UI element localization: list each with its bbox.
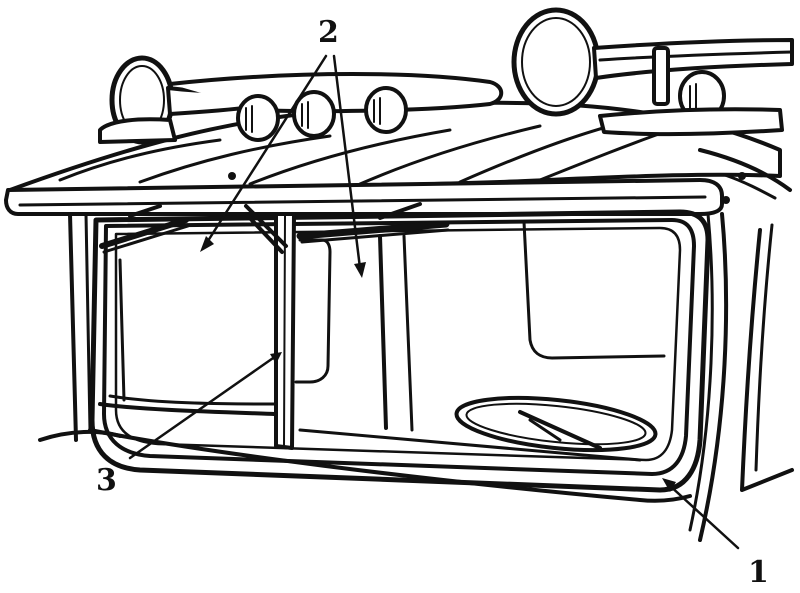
- right-horn-bell-icon: [514, 10, 598, 114]
- rivet-icon: [228, 172, 236, 180]
- callout-label-1: 1: [748, 555, 769, 590]
- callout-label-3: 3: [96, 463, 117, 498]
- marker-lamp-icon: [238, 96, 278, 140]
- callout-label-2: 2: [318, 15, 339, 50]
- rivet-icon: [722, 196, 730, 204]
- rivet-icon: [738, 172, 746, 180]
- steering-wheel-icon: [454, 390, 658, 459]
- cab-interior: [100, 222, 664, 460]
- marker-lamp-icon: [366, 88, 406, 132]
